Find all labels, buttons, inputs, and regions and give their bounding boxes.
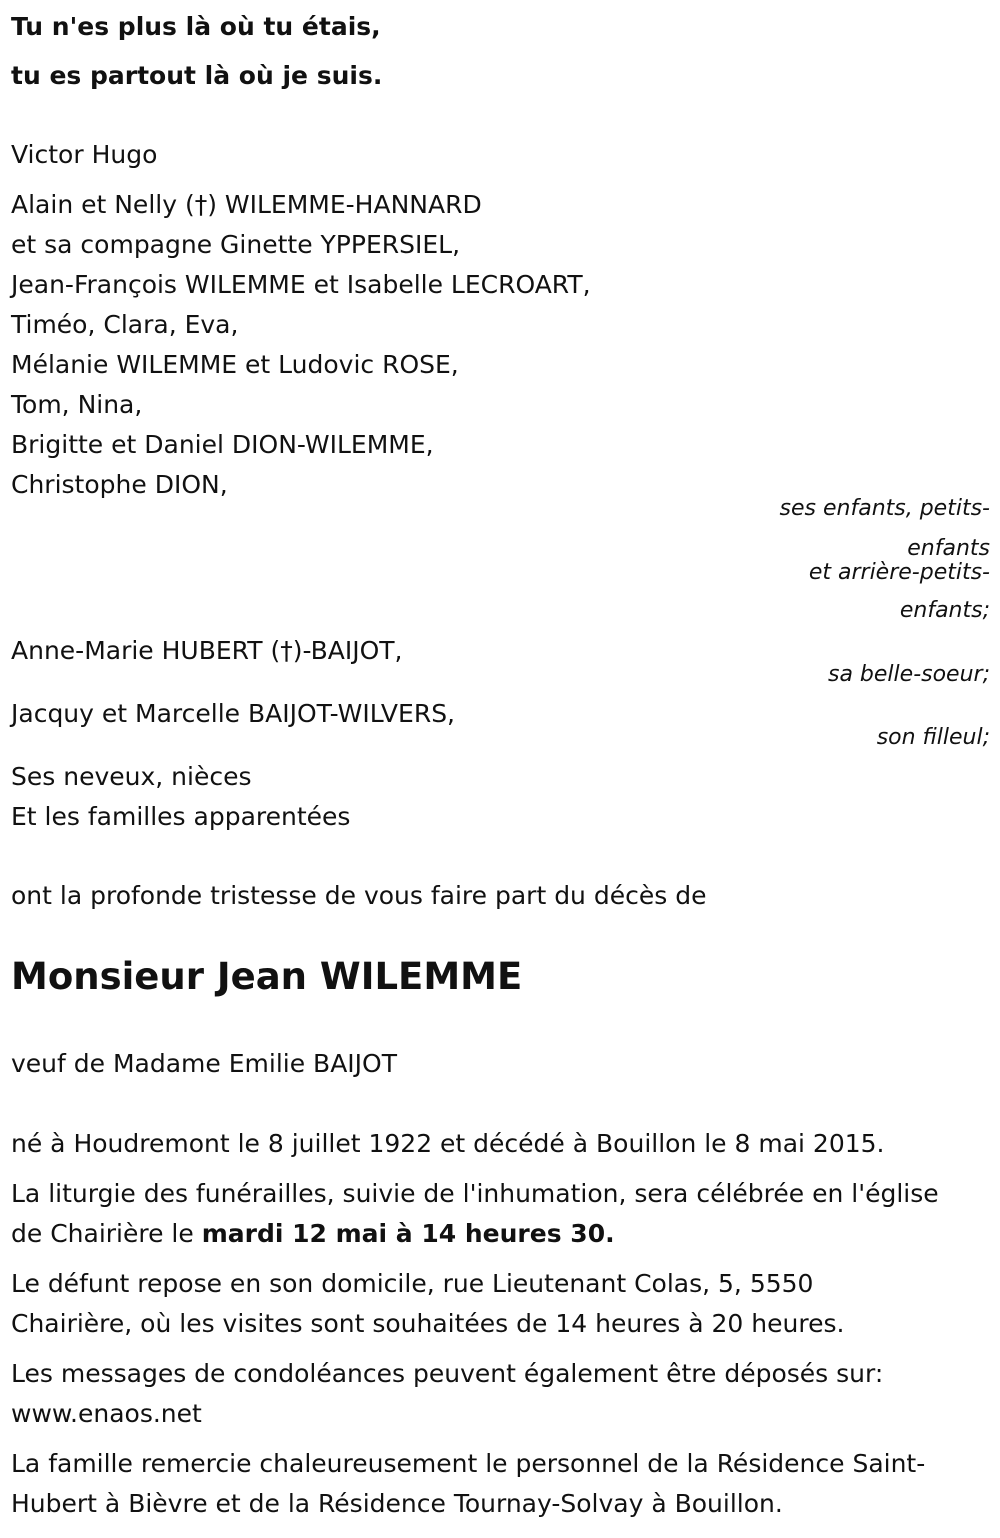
children-role: et arrière-petits- (808, 560, 990, 585)
children-role: enfants; (899, 598, 990, 623)
sister-in-law-role: sa belle-soeur; (828, 662, 990, 687)
quote-author: Victor Hugo (11, 140, 158, 169)
rest-line: Le défunt repose en son domicile, rue Lieutenant Colas, 5, 5550 (11, 1269, 814, 1298)
thanks-line: Hubert à Bièvre et de la Résidence Tournay-Solvay à Bouillon. (11, 1489, 783, 1518)
other-relatives: Et les familles apparentées (11, 802, 351, 831)
godson: Jacquy et Marcelle BAIJOT-WILVERS, (11, 699, 456, 728)
birth-death-line: né à Houdremont le 8 juillet 1922 et décédé à Bouillon le 8 mai 2015. (11, 1129, 885, 1158)
deceased-name: Monsieur Jean WILEMME (11, 955, 523, 998)
family-line: Tom, Nina, (11, 390, 143, 419)
announcement: ont la profonde tristesse de vous faire part du décès de (11, 881, 707, 910)
godson-role: son filleul; (876, 725, 990, 750)
family-line: et sa compagne Ginette YPPERSIEL, (11, 230, 461, 259)
family-line: Timéo, Clara, Eva, (11, 310, 239, 339)
funeral-line-prefix: de Chairière le (11, 1219, 202, 1248)
funeral-line: La liturgie des funérailles, suivie de l'inhumation, sera célébrée en l'église (11, 1179, 939, 1208)
condolences-line: Les messages de condoléances peuvent également être déposés sur: (11, 1359, 884, 1388)
family-line: Brigitte et Daniel DION-WILEMME, (11, 430, 434, 459)
quote-line-1: Tu n'es plus là où tu étais, (11, 12, 381, 41)
quote-line-2: tu es partout là où je suis. (11, 61, 383, 90)
family-line: Alain et Nelly (†) WILEMME-HANNARD (11, 190, 482, 219)
rest-line: Chairière, où les visites sont souhaitées de 14 heures à 20 heures. (11, 1309, 845, 1338)
funeral-datetime: mardi 12 mai à 14 heures 30. (201, 1219, 615, 1248)
sister-in-law: Anne-Marie HUBERT (†)-BAIJOT, (11, 636, 403, 665)
thanks-line: La famille remercie chaleureusement le personnel de la Résidence Saint- (11, 1449, 926, 1478)
other-relatives: Ses neveux, nièces (11, 762, 252, 791)
widower-line: veuf de Madame Emilie BAIJOT (11, 1049, 397, 1078)
condolences-url[interactable]: www.enaos.net (11, 1399, 202, 1428)
children-role: enfants (907, 536, 990, 561)
children-role: ses enfants, petits- (779, 496, 990, 521)
funeral-line (11, 1219, 615, 1249)
family-line: Christophe DION, (11, 470, 228, 499)
family-line: Mélanie WILEMME et Ludovic ROSE, (11, 350, 459, 379)
family-line: Jean-François WILEMME et Isabelle LECROART, (11, 270, 591, 299)
